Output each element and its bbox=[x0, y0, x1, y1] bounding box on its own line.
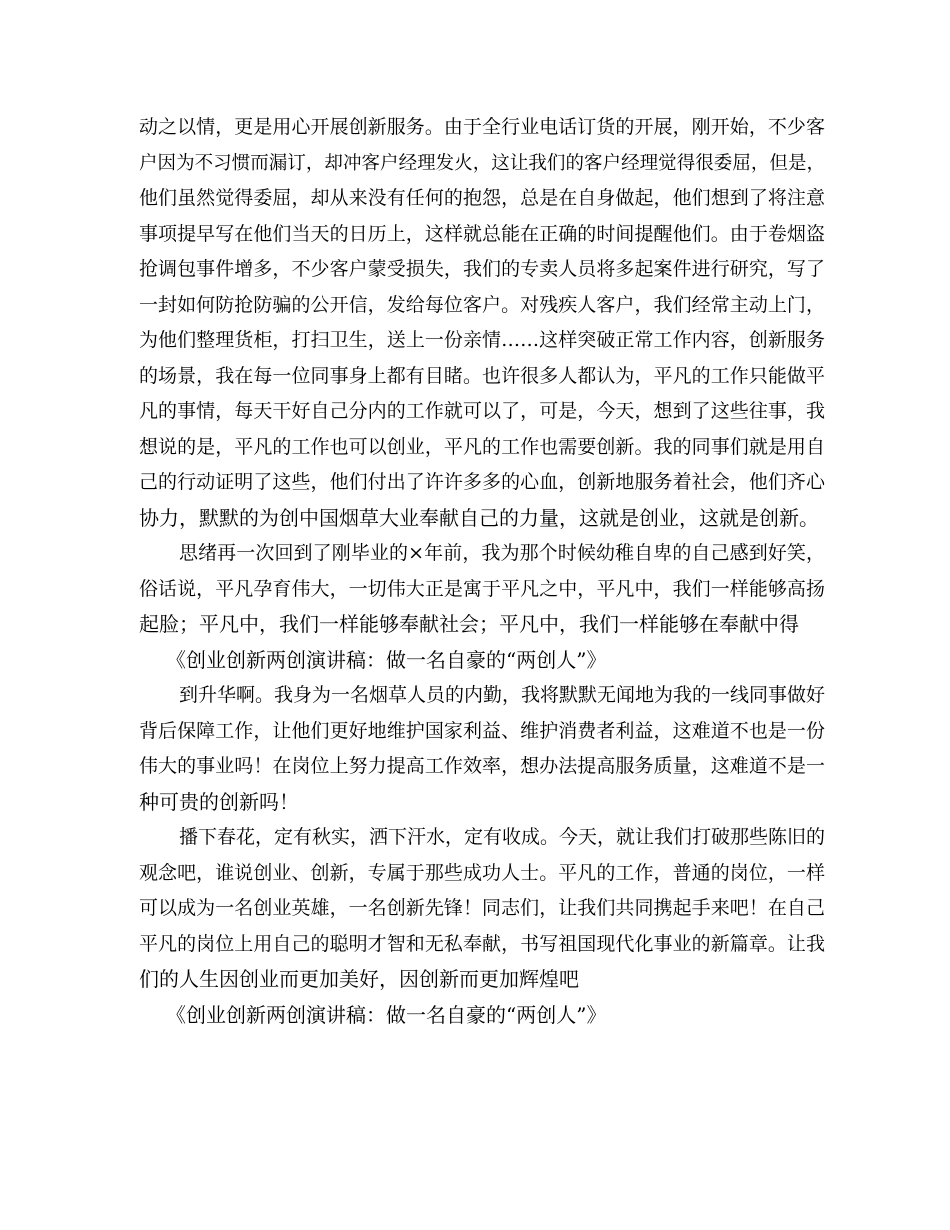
section-title-line: 《创业创新两创演讲稿：做一名自豪的“两创人”》 bbox=[166, 647, 607, 672]
paragraph-line: 一封如何防抢防骗的公开信，发给每位客户。对残疾人客户，我们经常主动上门， bbox=[139, 293, 825, 316]
paragraph-line: 为他们整理货柜，打扫卫生，送上一份亲情……这样突破正常工作内容，创新服务 bbox=[139, 329, 825, 351]
paragraph-line: 想说的是，平凡的工作也可以创业，平凡的工作也需要创新。我的同事们就是用自 bbox=[139, 435, 825, 458]
paragraph-line: 己的行动证明了这些，他们付出了许许多多的心血，创新地服务着社会，他们齐心 bbox=[139, 471, 825, 493]
document-body bbox=[139, 110, 825, 1033]
paragraph-line: 平凡的岗位上用自己的聪明才智和无私奉献，书写祖国现代化事业的新篇章。让我 bbox=[139, 932, 825, 955]
paragraph-line: 思绪再一次回到了刚毕业的×年前，我为那个时候幼稚自卑的自己感到好笑， bbox=[179, 542, 825, 564]
paragraph-line: 抢调包事件增多，不少客户蒙受损失，我们的专卖人员将多起案件进行研究，写了 bbox=[139, 258, 825, 280]
paragraph-line: 们的人生因创业而更加美好，因创新而更加辉煌吧 bbox=[139, 967, 579, 991]
paragraph-line: 播下春花，定有秋实，洒下汗水，定有收成。今天，就让我们打破那些陈旧的 bbox=[179, 826, 826, 848]
paragraph-line: 事项提早写在他们当天的日历上，这样就总能在正确的时间提醒他们。由于卷烟盗 bbox=[139, 222, 825, 245]
paragraph-line: 的场景，我在每一位同事身上都有目睹。也许很多人都认为，平凡的工作只能做平 bbox=[139, 364, 825, 387]
paragraph-line: 伟大的事业吗！在岗位上努力提高工作效率，想办法提高服务质量，这难道不是一 bbox=[139, 755, 825, 777]
paragraph-line: 可以成为一名创业英雄，一名创新先锋！同志们，让我们共同携起手来吧！在自己 bbox=[139, 897, 825, 919]
paragraph-line: 种可贵的创新吗！ bbox=[139, 789, 299, 814]
paragraph-line: 观念吧，谁说创业、创新，专属于那些成功人士。平凡的工作，普通的岗位，一样 bbox=[139, 861, 825, 884]
paragraph-line: 动之以情，更是用心开展创新服务。由于全行业电话订货的开展，刚开始，不少客 bbox=[139, 116, 825, 138]
paragraph-line: 俗话说，平凡孕育伟大，一切伟大正是寓于平凡之中，平凡中，我们一样能够高扬 bbox=[139, 577, 825, 600]
section-title-line: 《创业创新两创演讲稿：做一名自豪的“两创人”》 bbox=[166, 1002, 607, 1027]
paragraph-line: 他们虽然觉得委屈，却从来没有任何的抱怨，总是在自身做起，他们想到了将注意 bbox=[139, 187, 825, 209]
paragraph-line: 到升华啊。我身为一名烟草人员的内勤，我将默默无闻地为我的一线同事做好 bbox=[179, 684, 826, 706]
paragraph-line: 户因为不习惯而漏订，却冲客户经理发火，这让我们的客户经理觉得很委屈，但是， bbox=[139, 152, 825, 174]
paragraph-line: 起脸；平凡中，我们一样能够奉献社会；平凡中，我们一样能够在奉献中得 bbox=[139, 612, 799, 636]
paragraph-line: 背后保障工作，让他们更好地维护国家利益、维护消费者利益，这难道不也是一份 bbox=[139, 719, 825, 742]
paragraph-line: 协力，默默的为创中国烟草大业奉献自己的力量，这就是创业，这就是创新。 bbox=[139, 505, 819, 530]
paragraph-line: 凡的事情，每天干好自己分内的工作就可以了，可是，今天，想到了这些往事，我 bbox=[139, 400, 825, 422]
